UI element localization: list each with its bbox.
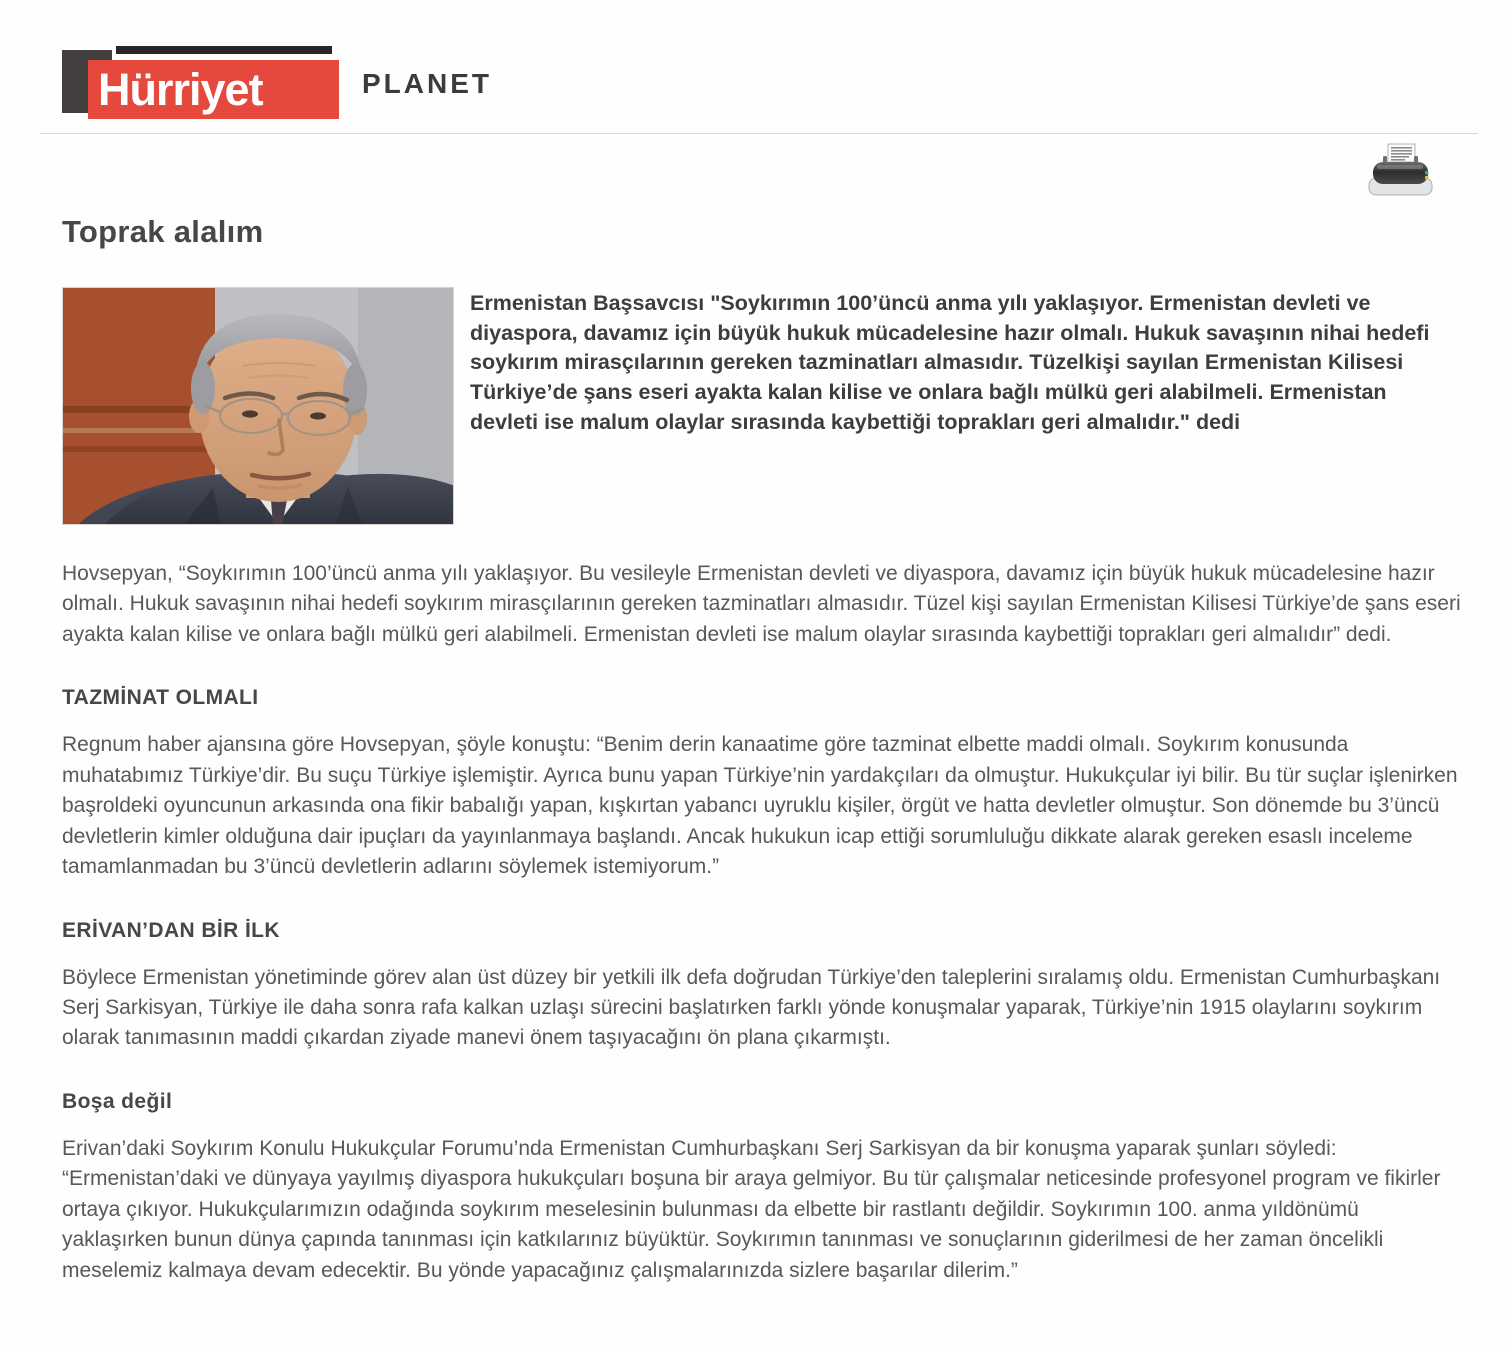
header-divider [40,133,1478,134]
logo-top-bar [116,46,332,54]
section-label-planet: PLANET [362,68,492,99]
article-lead: Ermenistan Başsavcısı "Soykırımın 100’üncü anma yılı yaklaşıyor. Ermenistan devleti ve diyaspora, davamız için büyük hukuk mücadelesine hazır olmalı. Hukuk savaşının nihai hedefi soykırım mirasçılarının gereken tazminatları almasıdır. Tüzelkişi sayılan Ermenistan Kilisesi Türkiye’de şans eseri ayakta kalan kilise ve onlara bağlı mülkü geri alabilmeli. Ermenistan devleti ise malum olaylar sırasında kaybettiği toprakları geri almalıdır." dedi [470,291,1430,434]
hurriyet-logo[interactable] [62,44,347,124]
section-paragraph-erivan: Böylece Ermenistan yönetiminde görev alan üst düzey bir yetkili ilk defa doğrudan Türkiye’den taleplerini sıralamış oldu. Ermenistan Cumhurbaşkanı Serj Sarkisyan, Türkiye ile daha sonra rafa kalkan uzlaşı sürecini başlatırken farklı yönde konuşmalar yaparak, Türkiye’nin 1915 olaylarını soykırım olarak tanımasının maddi çıkardan ziyade manevi önem taşıyacağını ön plana çıkarmıştı. [62,965,1441,1050]
logo-wordmark: Hürriyet [98,64,263,115]
page-header [0,0,1512,134]
article-title: Toprak alalım [62,214,264,249]
section-heading-tazminat: TAZMİNAT OLMALI [62,686,259,710]
hovsepyan-portrait-photo [62,287,454,525]
printer-icon [1368,143,1434,201]
section-heading-erivan: ERİVAN’DAN BİR İLK [62,918,280,942]
portrait-illustration [63,288,454,525]
section-heading-bosa-degil: Boşa değil [62,1089,173,1113]
lead-row [62,287,1466,525]
intro-paragraph: Hovsepyan, “Soykırımın 100’üncü anma yılı yaklaşıyor. Bu vesileyle Ermenistan devleti ve diyaspora, davamız için büyük hukuk mücadelesine hazır olmalı. Hukuk savaşının nihai hedefi soykırım mirasçılarının gereken tazminatları almasıdır. Tüzel kişi sayılan Ermenistan Kilisesi Türkiye’de şans eseri ayakta kalan kilise ve onlara bağlı mülkü geri alabilmeli. Ermenistan devleti ise malum olaylar sırasında kaybettiği toprakları geri almalıdır” dedi. [62,562,1461,646]
section-paragraph-bosa-degil: Erivan’daki Soykırım Konulu Hukukçular Forumu’nda Ermenistan Cumhurbaşkanı Serj Sarkisyan da bir konuşma yaparak şunları söyledi: “Ermenistan’daki ve dünyaya yayılmış diyaspora hukukçuları boşuna bir araya gelmiyor. Bu tür çalışmalar neticesinde profesyonel program ve fikirler ortaya çıkıyor. Hukukçularımızın odağında soykırım meselesinin bulunması da elbette bir rastlantı değildir. Soykırımın 100. anma yıldönümü yaklaşırken bunun dünya çapında tanınması için katkılarınız büyüktür. Soykırımın tanınması ve sonuçlarının giderilmesi de her zaman öncelikli meselemiz kalmaya devam edecektir. Bu yönde yapacağınız çalışmalarınızda sizlere başarılar dilerim.” [62,1136,1441,1282]
section-paragraph-tazminat: Regnum haber ajansına göre Hovsepyan, şöyle konuştu: “Benim derin kanaatime göre tazminat elbette maddi olmalı. Soykırım konusunda muhatabımız Türkiye’dir. Bu suçu Türkiye işlemiştir. Ayrıca bunu yapan Türkiye’nin yardakçıları da olmuştur. Hukukçular iyi bilir. Bu tür suçlar işlenirken başroldeki oyuncunun arkasında ona fikir babalığı yapan, kışkırtan yabancı uyruklu kişiler, örgüt ve hatta devletler olmuştur. Son dönemde bu 3’üncü devletlerin kimler olduğuna dair ipuçları da yayınlanmaya başlandı. Ancak hukukun icap ettiği sorumluluğu dikkate alarak gereken esaslı inceleme tamamlanmadan bu 3’üncü devletlerin adlarını söylemek istemiyorum.” [62,733,1458,879]
print-button[interactable] [1368,143,1434,201]
article-content [0,214,1512,1346]
